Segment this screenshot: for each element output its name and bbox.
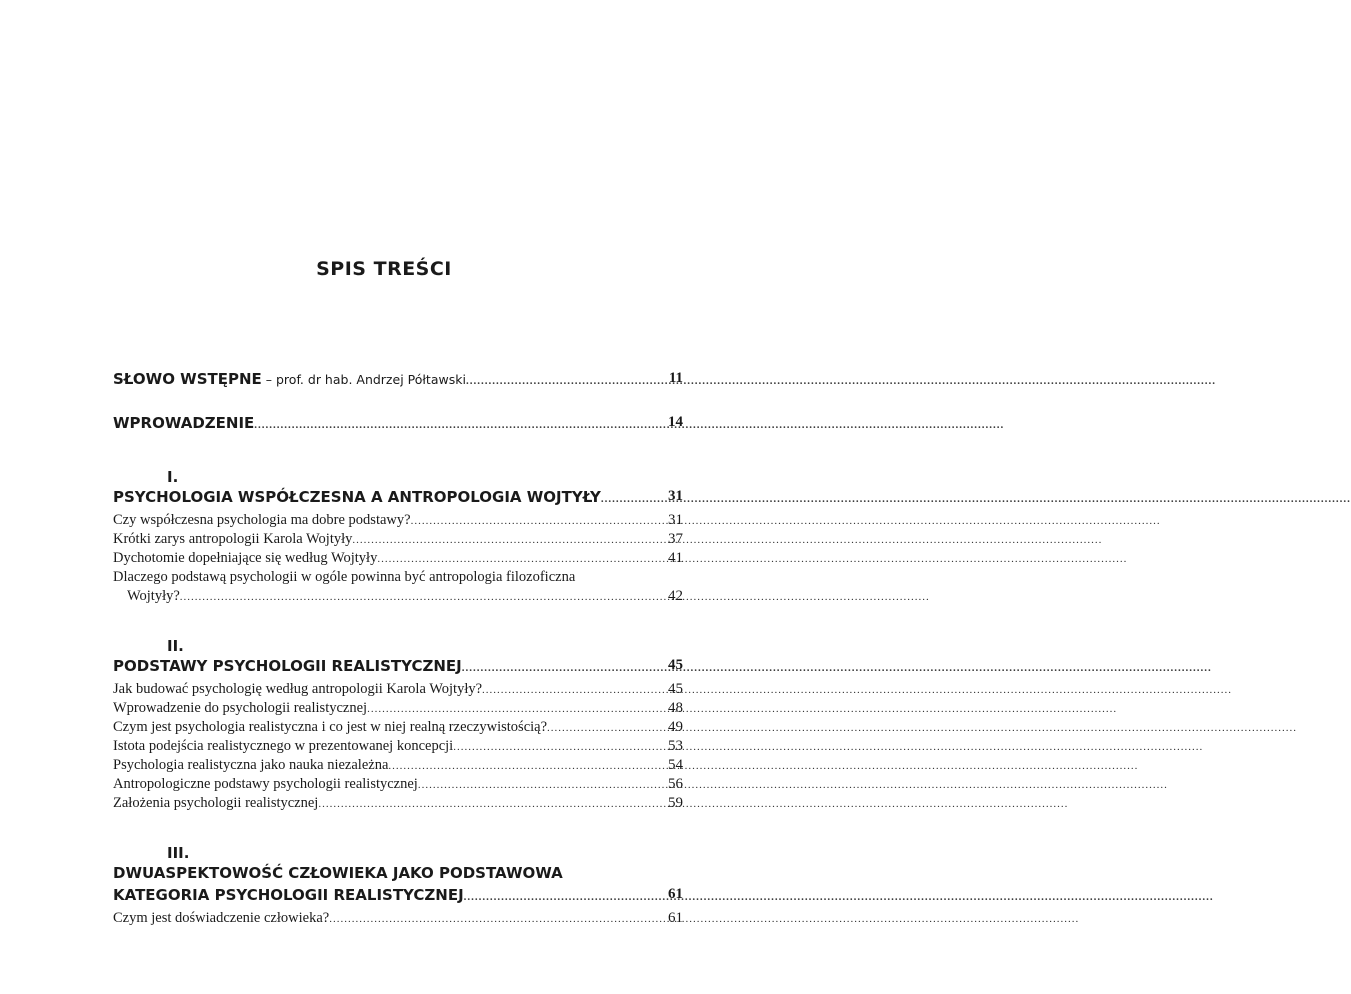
toc-item[interactable] [113, 700, 683, 719]
toc-item[interactable] [113, 550, 683, 569]
item-label: Czym jest psychologia realistyczna i co jest w niej realną rzeczywistością? [113, 719, 548, 735]
leader-dots [464, 891, 1214, 903]
page-number: 31 [668, 512, 683, 528]
page-title: SPIS TREŚCI [316, 258, 452, 280]
toc-item[interactable] [113, 795, 683, 814]
page-number: 37 [668, 531, 683, 547]
leader-dots [388, 760, 1138, 772]
chapter-title: PODSTAWY PSYCHOLOGII REALISTYCZNEJ [113, 657, 462, 675]
page-number: 54 [668, 757, 683, 773]
page-number: 41 [668, 550, 683, 566]
leader-dots [601, 493, 1351, 505]
toc-chapter-2[interactable] [113, 657, 683, 681]
item-label: Czy współczesna psychologia ma dobre podstawy? [113, 512, 411, 528]
toc-item[interactable] [113, 910, 683, 929]
page-number: 14 [668, 414, 683, 430]
page-number: 11 [668, 370, 683, 386]
chapter-title: KATEGORIA PSYCHOLOGII REALISTYCZNEJ [113, 886, 464, 904]
chapter-title-line: DWUASPEKTOWOŚĆ CZŁOWIEKA JAKO PODSTAWOWA [113, 864, 563, 882]
item-label: Dychotomie dopełniające się według Wojtyły [113, 550, 378, 566]
toc-item[interactable] [113, 588, 683, 607]
leader-dots [180, 591, 930, 603]
toc-item[interactable] [113, 719, 683, 738]
entry-label: WPROWADZENIE [113, 414, 255, 432]
page-number: 49 [668, 719, 683, 735]
page-number: 48 [668, 700, 683, 716]
item-label: Antropologiczne podstawy psychologii realistycznej [113, 776, 418, 792]
toc-item[interactable] [113, 531, 683, 550]
leader-dots [318, 798, 1068, 810]
page-number: 59 [668, 795, 683, 811]
toc-entry-slowo-wstepne[interactable] [113, 370, 683, 394]
item-label: Wojtyły? [127, 588, 180, 604]
leader-dots [367, 703, 1117, 715]
leader-dots [466, 375, 1216, 387]
leader-dots [254, 419, 1004, 431]
item-label: Wprowadzenie do psychologii realistycznej [113, 700, 368, 716]
page-number: 61 [668, 910, 683, 926]
page-number: 61 [668, 886, 683, 902]
item-label: Krótki zarys antropologii Karola Wojtyły [113, 531, 353, 547]
chapter-number: II. [167, 637, 184, 655]
page-number: 31 [668, 488, 683, 504]
page-number: 53 [668, 738, 683, 754]
toc-entry-wprowadzenie[interactable] [113, 414, 683, 438]
toc-item-wrap-line[interactable]: Dlaczego podstawą psychologii w ogóle powinna być antropologia filozoficzna [113, 569, 576, 585]
page-number: 56 [668, 776, 683, 792]
toc-chapter-3[interactable] [113, 886, 683, 910]
entry-label: SŁOWO WSTĘPNE [113, 370, 262, 388]
page-number: 45 [668, 657, 683, 673]
toc-item[interactable] [113, 757, 683, 776]
leader-dots [329, 913, 1079, 925]
leader-dots [418, 779, 1168, 791]
item-label: Psychologia realistyczna jako nauka niezależna [113, 757, 389, 773]
leader-dots [482, 684, 1232, 696]
leader-dots [377, 553, 1127, 565]
page-number: 45 [668, 681, 683, 697]
toc-item[interactable] [113, 681, 683, 700]
item-label: Czym jest doświadczenie człowieka? [113, 910, 330, 926]
item-label: Założenia psychologii realistycznej [113, 795, 319, 811]
table-of-contents [113, 370, 683, 929]
toc-item[interactable] [113, 776, 683, 795]
leader-dots [462, 662, 1212, 674]
toc-chapter-1[interactable] [113, 488, 683, 512]
item-label: Istota podejścia realistycznego w prezentowanej koncepcji [113, 738, 454, 754]
leader-dots [453, 741, 1203, 753]
chapter-number: I. [167, 468, 179, 486]
leader-dots [352, 534, 1102, 546]
entry-subtitle: – prof. dr hab. Andrzej Półtawski [261, 372, 466, 387]
toc-item[interactable] [113, 738, 683, 757]
toc-item[interactable] [113, 512, 683, 531]
item-label: Jak budować psychologię według antropologii Karola Wojtyły? [113, 681, 483, 697]
chapter-number: III. [167, 844, 190, 862]
leader-dots [411, 515, 1161, 527]
page-number: 42 [668, 588, 683, 604]
chapter-title: PSYCHOLOGIA WSPÓŁCZESNA A ANTROPOLOGIA WOJTYŁY [113, 488, 601, 506]
